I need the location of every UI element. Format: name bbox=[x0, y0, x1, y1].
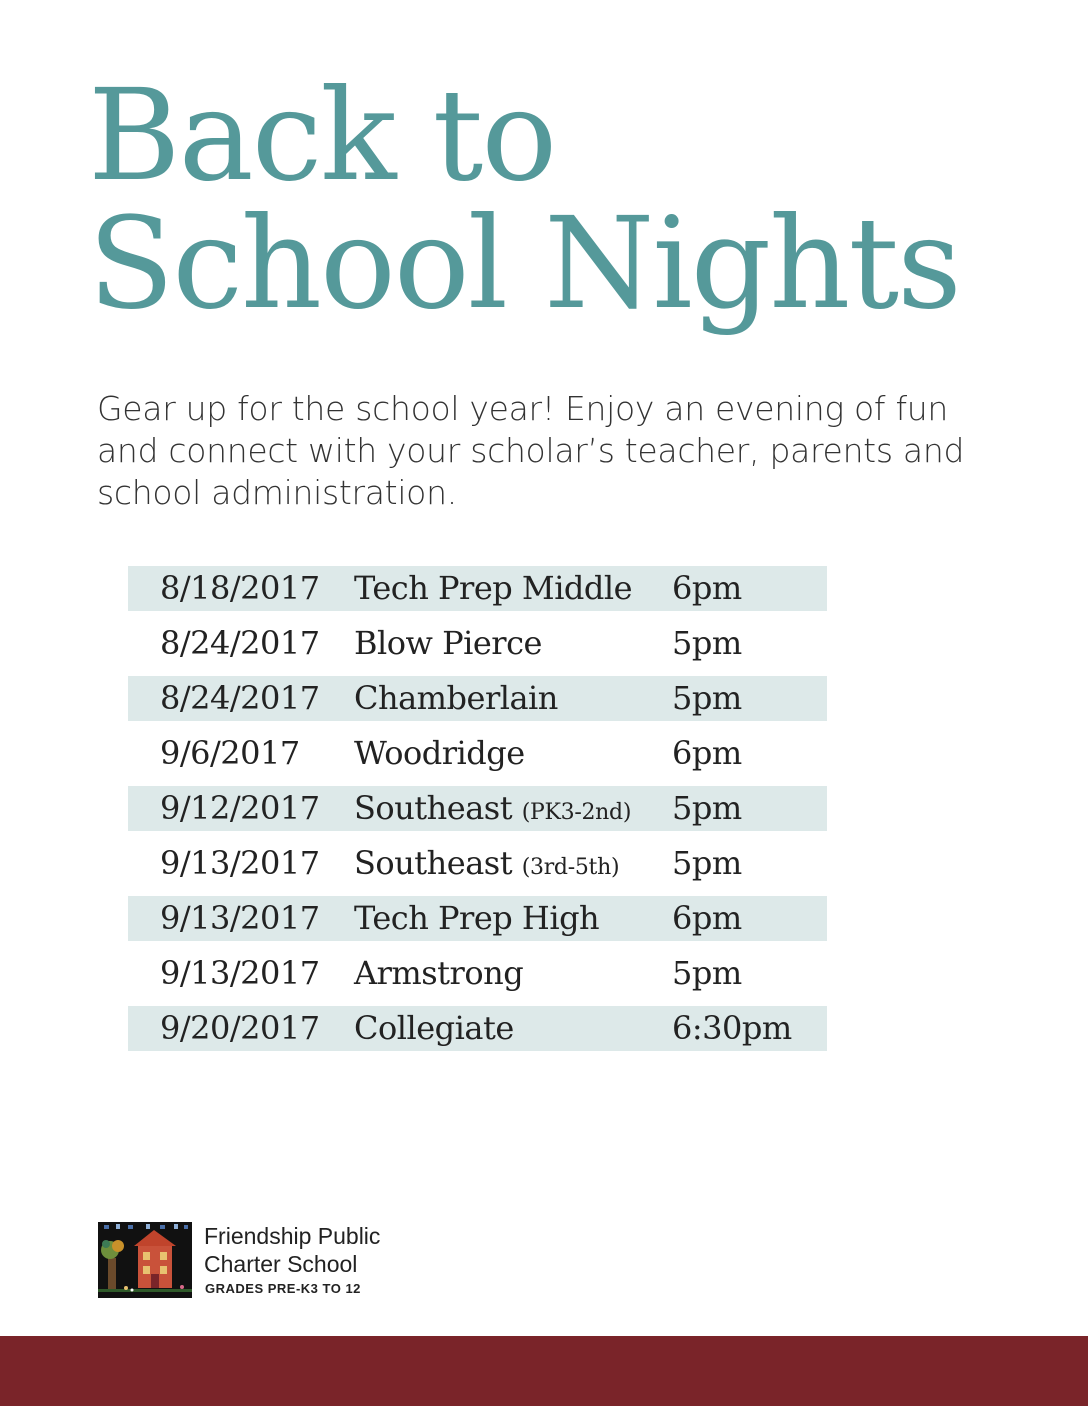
event-date: 8/24/2017 bbox=[160, 624, 320, 662]
page-title-line-1: Back to bbox=[88, 62, 556, 209]
school-name: Armstrong bbox=[354, 954, 524, 992]
event-date: 9/12/2017 bbox=[160, 789, 320, 827]
event-schedule-table bbox=[128, 566, 827, 1061]
schedule-row bbox=[128, 621, 827, 666]
event-date: 9/20/2017 bbox=[160, 1009, 320, 1047]
event-school bbox=[354, 566, 632, 611]
schedule-row bbox=[128, 896, 827, 941]
school-name: Southeast bbox=[354, 844, 513, 882]
event-time: 5pm bbox=[672, 789, 742, 827]
schedule-row bbox=[128, 951, 827, 996]
school-name: Tech Prep High bbox=[354, 899, 600, 937]
school-name: Collegiate bbox=[354, 1009, 514, 1047]
schedule-row bbox=[128, 1006, 827, 1051]
event-school bbox=[354, 1006, 514, 1051]
event-time: 5pm bbox=[672, 954, 742, 992]
event-date: 8/18/2017 bbox=[160, 569, 320, 607]
schedule-row bbox=[128, 786, 827, 831]
schedule-row bbox=[128, 841, 827, 886]
schedule-row bbox=[128, 566, 827, 611]
school-name: Southeast bbox=[354, 789, 513, 827]
event-time: 6pm bbox=[672, 734, 742, 772]
schedule-row bbox=[128, 731, 827, 776]
page-title-line-2: School Nights bbox=[88, 190, 960, 337]
organization-name bbox=[204, 1222, 380, 1278]
footer-bar bbox=[0, 1336, 1088, 1406]
event-time: 5pm bbox=[672, 679, 742, 717]
grade-range-note: (3rd-5th) bbox=[521, 855, 620, 880]
event-time: 6pm bbox=[672, 899, 742, 937]
organization-name-line-2: Charter School bbox=[204, 1251, 358, 1277]
organization-grades: GRADES PRE-K3 TO 12 bbox=[205, 1281, 361, 1296]
event-time: 6pm bbox=[672, 569, 742, 607]
event-school bbox=[354, 951, 523, 996]
event-time: 6:30pm bbox=[672, 1009, 792, 1047]
school-name: Tech Prep Middle bbox=[354, 569, 633, 607]
event-time: 5pm bbox=[672, 844, 742, 882]
schedule-row bbox=[128, 676, 827, 721]
event-school bbox=[354, 731, 525, 776]
event-date: 8/24/2017 bbox=[160, 679, 320, 717]
event-school bbox=[354, 676, 558, 721]
school-house-artwork-icon bbox=[98, 1222, 192, 1298]
event-date: 9/13/2017 bbox=[160, 844, 320, 882]
school-name: Woodridge bbox=[354, 734, 525, 772]
organization-name-line-1: Friendship Public bbox=[204, 1223, 381, 1249]
event-date: 9/13/2017 bbox=[160, 954, 320, 992]
school-logo-block bbox=[98, 1222, 428, 1300]
event-date: 9/13/2017 bbox=[160, 899, 320, 937]
intro-line-2: and connect with your scholar’s teacher, parents and bbox=[97, 431, 965, 470]
event-school bbox=[354, 621, 542, 666]
event-date: 9/6/2017 bbox=[160, 734, 300, 772]
event-time: 5pm bbox=[672, 624, 742, 662]
school-name: Chamberlain bbox=[354, 679, 558, 717]
grade-range-note: (PK3-2nd) bbox=[521, 800, 632, 825]
event-school bbox=[354, 786, 631, 835]
intro-paragraph bbox=[97, 388, 997, 514]
event-school bbox=[354, 841, 619, 890]
school-name: Blow Pierce bbox=[354, 624, 542, 662]
event-school bbox=[354, 896, 599, 941]
intro-line-3: school administration. bbox=[97, 473, 457, 512]
page-title bbox=[88, 62, 960, 337]
intro-line-1: Gear up for the school year! Enjoy an evening of fun bbox=[97, 389, 948, 428]
